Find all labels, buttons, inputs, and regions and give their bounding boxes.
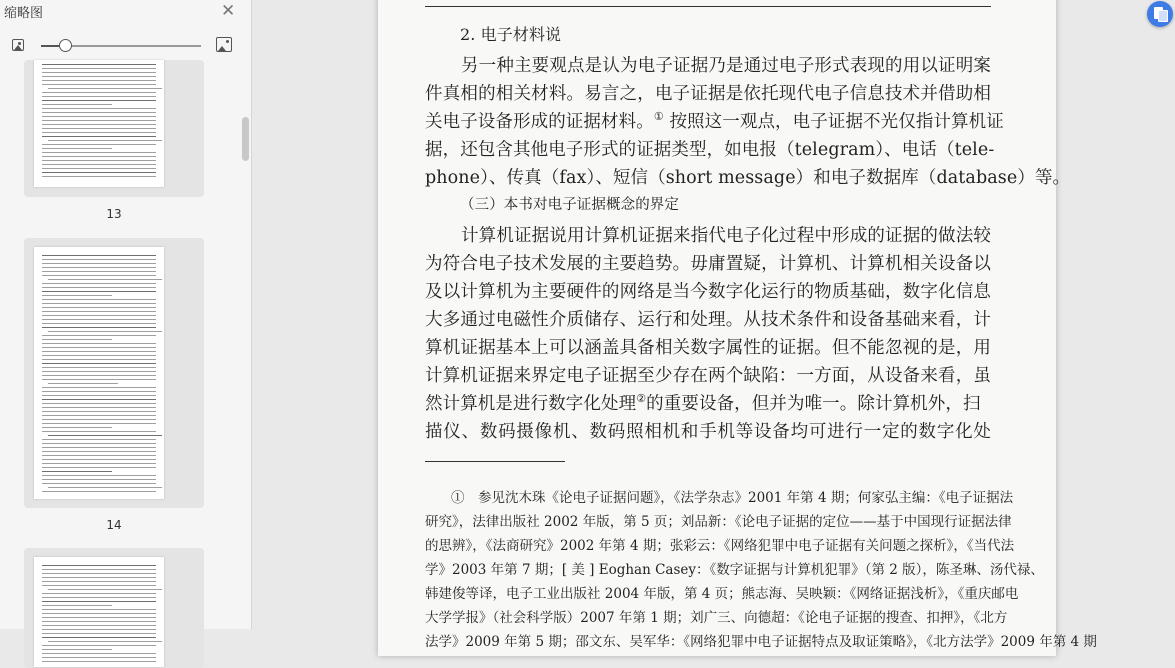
thumbnail-text-line — [42, 443, 156, 444]
thumbnail-text-line — [42, 271, 156, 272]
thumbnail-page-13[interactable] — [24, 60, 204, 197]
thumbnail-text-line — [42, 152, 156, 153]
thumbnail-text-line — [42, 463, 156, 464]
image-large-icon[interactable] — [216, 37, 232, 52]
thumbnail-text-line — [42, 617, 156, 618]
thumbnail-text-line — [42, 311, 156, 312]
thumbnail-text-line — [42, 104, 112, 105]
thumbnail-text-line — [42, 92, 156, 93]
thumbnail-text-line — [42, 379, 156, 380]
paragraph-line: 计算机证据来界定电子证据至少存在两个缺陷：一方面，从设备来看，虽 — [425, 366, 991, 386]
paragraph-line: 算机证据基本上可以涵盖具备相关数字属性的证据。但不能忽视的是，用 — [425, 338, 991, 358]
thumbnail-text-line — [42, 387, 156, 388]
thumbnail-text-line — [42, 128, 156, 129]
thumbnail-text-line — [42, 283, 156, 284]
paragraph-line: 关电子设备形成的证据材料。① 按照这一观点，电子证据不光仅指计算机证 — [425, 110, 1004, 132]
thumbnail-text-line — [42, 475, 156, 476]
thumbnail-text-line — [42, 303, 156, 304]
thumbnail-text-line — [42, 120, 156, 121]
footnote-line: 学》2003 年第 7 期；[ 美 ] Eoghan Casey：《数字证据与计算机犯罪》（第 2 版），陈圣琳、汤代禄、 — [425, 562, 1044, 578]
subheading: （三）本书对电子证据概念的界定 — [460, 197, 679, 213]
thumbnail-text-line — [42, 351, 156, 352]
thumbnail-text-line — [42, 605, 112, 606]
thumbnail-text-line — [42, 609, 156, 610]
footnote-line: 研究》，法律出版社 2002 年版，第 5 页；刘品新：《论电子证据的定位——基于中国现行证据法律 — [425, 514, 1012, 530]
paragraph-line: 大多通过电磁性介质储存、运行和处理。从技术条件和设备基础来看，计 — [425, 310, 991, 330]
thumbnail-text-line — [42, 371, 156, 372]
thumbnail-text-line — [42, 132, 156, 133]
document-page — [378, 0, 1097, 656]
thumbnail-page-15[interactable] — [24, 548, 204, 668]
thumbnail-text-line — [42, 307, 156, 308]
thumbnail-text-line — [48, 331, 162, 332]
document-viewer — [253, 0, 1175, 650]
thumbnail-text-line — [42, 375, 156, 376]
sidebar-scrollbar[interactable] — [242, 117, 249, 161]
thumbnail-text-line — [42, 323, 156, 324]
thumbnail-text-line — [42, 164, 156, 165]
footnote-line: 大学学报》（社会科学版）2007 年第 1 期；刘广三、向德超：《论电子证据的搜查、扣押》，《北方 — [425, 610, 1008, 626]
thumbnail-text-line — [42, 363, 156, 364]
image-small-icon[interactable] — [12, 39, 24, 51]
thumbnail-text-line — [42, 267, 156, 268]
thumbnail-zoom-control — [10, 36, 238, 56]
thumbnail-text-line — [42, 447, 156, 448]
thumbnail-text-line — [48, 88, 162, 89]
footnote-line: ① 参见沈木珠《论电子证据问题》，《法学杂志》2001 年第 4 期；何家弘主编：《电子证据法 — [451, 490, 1014, 506]
thumbnail-text-line — [42, 601, 156, 602]
thumbnail-text-line — [42, 359, 156, 360]
thumbnail-text-line — [42, 343, 156, 344]
thumbnail-text-line — [48, 140, 162, 141]
thumbnail-text-line — [42, 327, 156, 328]
thumbnail-text-line — [42, 335, 156, 336]
paragraph-line: 及以计算机为主要硬件的网络是当今数字化运行的物质基础，数字化信息 — [425, 282, 991, 302]
thumbnail-page-14[interactable] — [24, 238, 204, 508]
thumbnail-text-line — [48, 641, 162, 642]
thumbnail-text-line — [42, 637, 156, 638]
thumbnail-text-line — [42, 295, 112, 296]
close-icon[interactable]: ✕ — [221, 1, 236, 21]
thumbnail-text-line — [42, 391, 156, 392]
thumbnail-text-line — [42, 259, 156, 260]
thumbnail-sidebar — [0, 0, 252, 629]
footnote-ref[interactable]: ① — [653, 110, 664, 124]
paragraph-line: 件真相的相关材料。易言之，电子证据是依托现代电子信息技术并借助相 — [425, 84, 991, 104]
thumbnail-text-line — [42, 275, 156, 276]
thumbnail-text-line — [42, 399, 156, 400]
thumbnail-text-line — [42, 108, 156, 109]
thumbnail-text-line — [42, 491, 156, 492]
thumbnail-text-line — [42, 653, 156, 654]
thumbnail-text-line — [42, 597, 156, 598]
thumbnail-text-line — [42, 423, 156, 424]
thumbnail-text-line — [48, 279, 162, 280]
thumbnail-text-line — [42, 645, 156, 646]
thumbnail-text-line — [42, 287, 156, 288]
thumbnail-text-line — [42, 657, 156, 658]
thumbnail-text-line — [42, 339, 112, 340]
thumbnail-text-line — [48, 383, 118, 384]
thumbnail-text-line — [42, 263, 156, 264]
paragraph-line: 为符合电子技术发展的主要趋势。毋庸置疑，计算机、计算机相关设备以 — [425, 254, 991, 274]
thumbnail-text-line — [42, 479, 156, 480]
paragraph-line: 然计算机是进行数字化处理②的重要设备，但并为唯一。除计算机外，扫 — [425, 392, 981, 414]
thumbnail-text-line — [42, 80, 156, 81]
thumbnail-text-line — [42, 625, 156, 626]
thumbnail-text-line — [48, 589, 162, 590]
sidebar-title: 缩略图 — [4, 6, 44, 21]
thumbnail-text-line — [48, 487, 162, 488]
paragraph-line: 据，还包含其他电子形式的证据类型，如电报（telegram）、电话（tele- — [425, 140, 995, 160]
thumbnail-text-line — [42, 451, 156, 452]
thumbnail-text-line — [42, 565, 156, 566]
thumbnail-text-line — [42, 633, 156, 634]
thumbnail-text-line — [42, 64, 156, 65]
paragraph-line: 计算机证据说用计算机证据来指代电子化过程中形成的证据的做法较 — [461, 226, 991, 246]
zoom-slider-thumb[interactable] — [59, 39, 72, 52]
thumbnail-text-line — [42, 471, 112, 472]
thumbnail-text-line — [42, 407, 156, 408]
thumbnail-text-line — [42, 577, 156, 578]
thumbnail-text-line — [42, 573, 156, 574]
thumbnail-text-line — [42, 367, 156, 368]
thumbnail-list — [0, 60, 238, 629]
thumbnail-text-line — [42, 68, 156, 69]
footnote-line: 法学》2009 年第 5 期；邵文东、吴军华：《网络犯罪中电子证据特点及取证策略》，《北方法学》2009 年第 4 期 — [425, 634, 1097, 650]
document-translate-button[interactable] — [1147, 1, 1173, 27]
thumbnail-text-line — [42, 148, 112, 149]
thumbnail-text-line — [42, 355, 156, 356]
thumbnail-image — [34, 247, 164, 499]
thumbnail-page-number: 13 — [106, 207, 122, 221]
footnote-line: 的思辨》，《法商研究》2002 年第 4 期；张彩云：《网络犯罪中电子证据有关问题之探析》，《当代法 — [425, 538, 1015, 554]
thumbnail-text-line — [42, 100, 156, 101]
thumbnail-text-line — [42, 116, 156, 117]
footnote-line: 韩建俊等译，电子工业出版社 2004 年版，第 4 页；熊志海、吴映颖：《网络证据浅析》，《重庆邮电 — [425, 586, 1019, 602]
thumbnail-text-line — [42, 585, 156, 586]
thumbnail-text-line — [42, 415, 156, 416]
thumbnail-text-line — [42, 172, 156, 173]
thumbnail-text-line — [42, 144, 156, 145]
thumbnail-text-line — [42, 661, 156, 662]
thumbnail-text-line — [42, 395, 156, 396]
footnote-rule — [425, 461, 565, 462]
thumbnail-text-line — [42, 96, 156, 97]
thumbnail-text-line — [42, 136, 156, 137]
footnote-ref[interactable]: ② — [636, 392, 647, 406]
thumbnail-image — [34, 60, 164, 187]
thumbnail-text-line — [42, 403, 156, 404]
top-rule — [425, 6, 991, 7]
paragraph-line: 描仪、数码摄像机、数码照相机和手机等设备均可进行一定的数字化处 — [425, 422, 991, 442]
thumbnail-text-line — [42, 168, 156, 169]
thumbnail-text-line — [42, 124, 156, 125]
thumbnail-text-line — [42, 72, 156, 73]
thumbnail-text-line — [42, 649, 112, 650]
thumbnail-text-line — [42, 347, 156, 348]
thumbnail-text-line — [42, 299, 156, 300]
paragraph-line: 另一种主要观点是认为电子证据乃是通过电子形式表现的用以证明案 — [461, 56, 991, 76]
thumbnail-text-line — [42, 431, 156, 432]
thumbnail-text-line — [42, 156, 156, 157]
thumbnail-text-line — [42, 255, 156, 256]
thumbnail-text-line — [42, 319, 156, 320]
thumbnail-text-line — [42, 621, 156, 622]
thumbnail-text-line — [42, 629, 156, 630]
thumbnail-text-line — [42, 569, 156, 570]
thumbnail-text-line — [42, 483, 156, 484]
thumbnail-text-line — [42, 176, 156, 177]
thumbnail-text-line — [48, 435, 162, 436]
thumbnail-text-line — [42, 427, 112, 428]
thumbnail-page-number: 14 — [106, 518, 122, 532]
section-heading: 2. 电子材料说 — [460, 25, 562, 44]
thumbnail-text-line — [42, 459, 156, 460]
thumbnail-text-line — [42, 315, 156, 316]
thumbnail-text-line — [42, 291, 156, 292]
thumbnail-text-line — [42, 613, 156, 614]
thumbnail-image — [34, 557, 164, 667]
thumbnail-text-line — [42, 467, 156, 468]
thumbnail-text-line — [42, 455, 156, 456]
thumbnail-text-line — [42, 593, 156, 594]
paragraph-line: phone）、传真（fax）、短信（short message）和电子数据库（database）等。 — [425, 168, 1071, 188]
thumbnail-text-line — [42, 419, 156, 420]
thumbnail-text-line — [42, 76, 156, 77]
thumbnail-text-line — [42, 160, 156, 161]
thumbnail-text-line — [42, 84, 156, 85]
thumbnail-text-line — [42, 112, 156, 113]
thumbnail-text-line — [42, 439, 156, 440]
thumbnail-text-line — [42, 411, 156, 412]
thumbnail-text-line — [42, 581, 156, 582]
